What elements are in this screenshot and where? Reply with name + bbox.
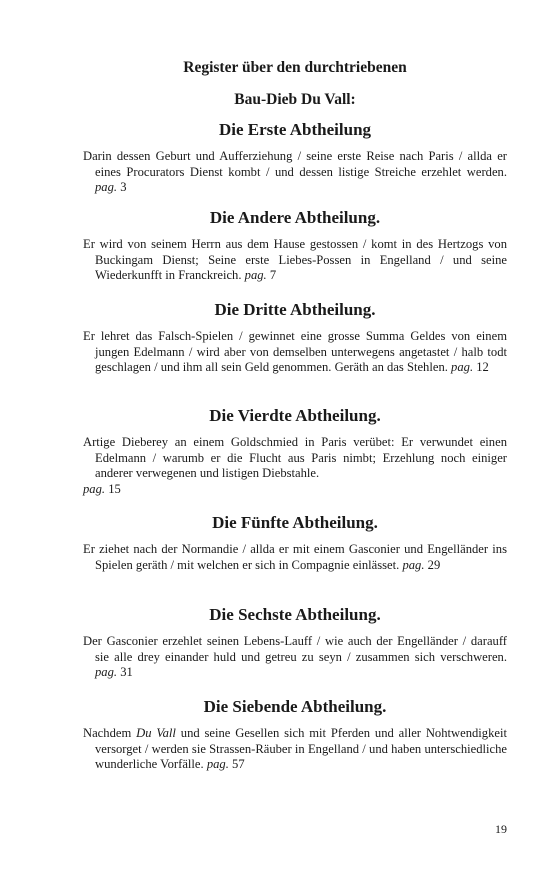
pag-label: pag. [244,268,267,282]
section-description: Er lehret das Falsch-Spielen / gewinnet eine grosse Summa Geldes von einem jungen Edelmann / wird aber von demselben unterwegens angetastet / halb todt geschlagen / und ihm all sein Geld genommen. Geräth an das Stehlen. [83,329,507,374]
section-description: Artige Dieberey an einem Goldschmied in Paris verübet: Er verwundet einen Edelmann / warumb er die Flucht aus Paris nimbt; Erzehlung noch einiger anderer verwegenen und listigen Diebstahle. [83,435,507,480]
section-description: Er ziehet nach der Normandie / allda er mit einem Gasconier und Engelländer ins Spielen geräth / mit welchen er sich in Compagnie einlässet. [83,542,507,572]
section-text [83,726,507,773]
section-1 [83,119,507,196]
page-reference: 12 [476,360,489,374]
person-name: Du Vall [136,726,176,740]
section-6 [83,604,507,681]
pag-label: pag. [95,180,118,194]
section-page-line [83,482,507,498]
page-reference: 3 [120,180,127,194]
section-heading: Die Sechste Abtheilung. [209,605,381,624]
pag-label: pag. [83,481,106,496]
section-text [83,237,507,284]
page-reference: 15 [108,481,121,496]
section-heading: Die Dritte Abtheilung. [214,300,376,319]
section-heading: Die Andere Abtheilung. [209,208,381,227]
section-4 [83,405,507,497]
section-2 [83,207,507,284]
section-description: Der Gasconier erzehlet seinen Lebens-Lauff / wie auch der Engelländer / darauff sie alle drey einander huld und getreu zu seyn / zusammen sich verschweren. [83,634,507,664]
section-description: Darin dessen Geburt und Aufferziehung / seine erste Reise nach Paris / allda er eines Procurators Dienst kombt / und dessen listige Streiche erzehlet werden. [83,149,507,179]
section-text [83,634,507,681]
section-heading: Die Vierdte Abtheilung. [209,406,381,425]
section-text [83,435,507,482]
page-reference: 7 [269,268,277,282]
section-text-after: und seine Gesellen sich mit Pferden und aller Nohtwendigkeit versorget / werden sie Strassen-Räuber in Engelland / und haben unterschiedliche wunderliche Vorfälle. [95,726,507,771]
register-title: Register über den durchtriebenen [183,59,407,76]
section-3 [83,299,507,376]
section-heading: Die Erste Abtheilung [218,120,372,139]
page-reference: 31 [120,665,133,679]
pag-label: pag. [206,757,229,771]
section-description: Er wird von seinem Herrn aus dem Hause gestossen / komt in des Hertzogs von Buckingam Dienst; Seine erste Liebes-Possen in Engelland / und seine Wiederkunfft in Franckreich. [83,237,507,282]
pag-label: pag. [95,665,118,679]
section-text-before: Nachdem [83,726,132,740]
section-7 [83,696,507,773]
section-text [83,149,507,196]
register-subtitle: Bau-Dieb Du Vall: [234,91,356,108]
pag-label: pag. [402,557,425,572]
page-reference: 57 [232,757,245,771]
section-text [83,542,507,573]
page-reference: 29 [427,557,441,572]
section-text [83,329,507,376]
section-5 [83,512,507,573]
page-number: 19 [495,822,507,836]
pag-label: pag. [451,360,474,374]
section-heading: Die Siebende Abtheilung. [203,697,387,716]
section-heading: Die Fünfte Abtheilung. [212,513,378,532]
